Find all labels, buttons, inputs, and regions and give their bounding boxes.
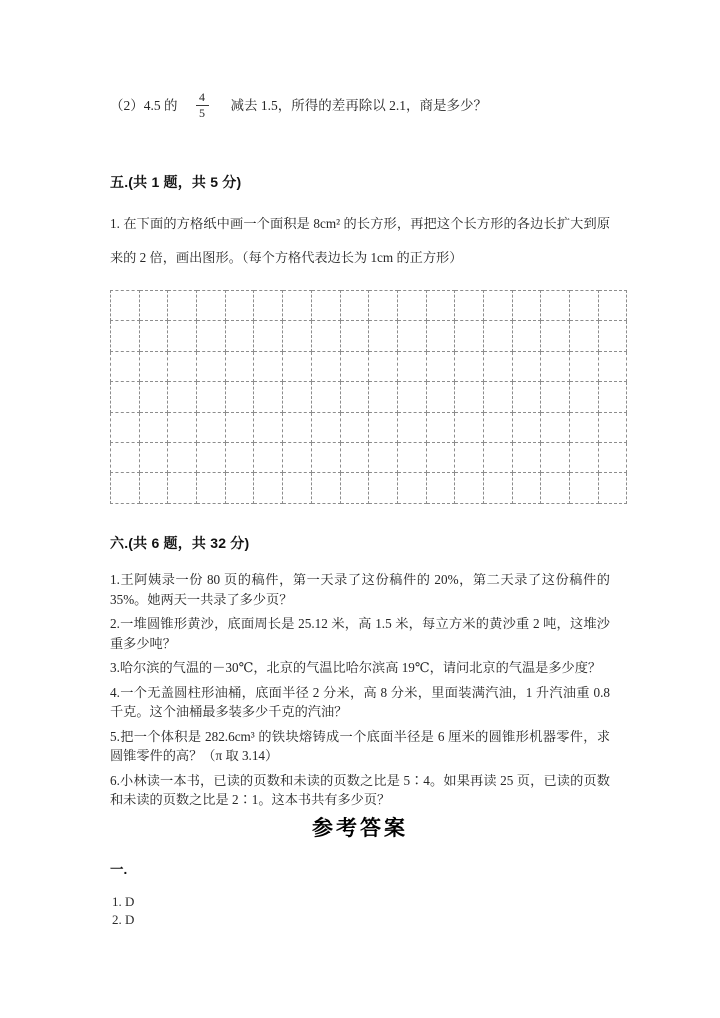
- graph-grid-cell[interactable]: [512, 291, 541, 321]
- graph-grid-cell[interactable]: [111, 412, 140, 442]
- section-six-question-list: [110, 570, 610, 815]
- graph-grid-cell[interactable]: [541, 412, 570, 442]
- graph-grid-cell[interactable]: [340, 473, 369, 503]
- question-text-before-unit: 在下面的方格纸中画一个面积是: [123, 216, 314, 231]
- graph-grid-cell[interactable]: [197, 382, 226, 412]
- graph-grid-cell[interactable]: [455, 291, 484, 321]
- graph-grid-cell[interactable]: [570, 291, 599, 321]
- question-text: 一堆圆锥形黄沙，底面周长是 25.12 米，高 1.5 米，每立方米的黄沙重 2 吨，这堆沙重多少吨？: [110, 616, 610, 651]
- graph-grid-cell[interactable]: [397, 382, 426, 412]
- graph-grid-cell[interactable]: [139, 321, 168, 351]
- graph-grid-cell[interactable]: [197, 442, 226, 472]
- question-number: 2.: [110, 616, 120, 631]
- graph-grid-cell[interactable]: [570, 382, 599, 412]
- graph-grid-cell[interactable]: [168, 473, 197, 503]
- graph-grid-cell[interactable]: [168, 382, 197, 412]
- graph-paper-grid-wrapper: [110, 290, 627, 504]
- graph-grid-cell[interactable]: [311, 321, 340, 351]
- graph-grid-cell[interactable]: [369, 442, 398, 472]
- graph-grid-cell[interactable]: [139, 291, 168, 321]
- graph-grid-cell[interactable]: [168, 442, 197, 472]
- graph-grid-cell[interactable]: [168, 351, 197, 381]
- graph-grid-cell[interactable]: [598, 412, 627, 442]
- graph-grid-cell[interactable]: [139, 351, 168, 381]
- graph-grid-cell[interactable]: [426, 412, 455, 442]
- graph-grid-row: [111, 351, 627, 381]
- fraction-numerator: 4: [199, 90, 205, 104]
- graph-grid-cell[interactable]: [111, 291, 140, 321]
- graph-grid-cell[interactable]: [168, 291, 197, 321]
- section-six-question: [110, 614, 610, 653]
- graph-grid-cell[interactable]: [541, 351, 570, 381]
- graph-grid-cell[interactable]: [397, 351, 426, 381]
- answer-key-item: [112, 893, 512, 911]
- graph-grid-cell[interactable]: [598, 351, 627, 381]
- graph-grid-cell[interactable]: [111, 321, 140, 351]
- fraction-denominator: 5: [199, 105, 205, 120]
- graph-grid-cell[interactable]: [254, 382, 283, 412]
- answer-item-value: D: [121, 912, 135, 927]
- graph-grid-body: [111, 291, 627, 504]
- graph-grid-cell[interactable]: [426, 382, 455, 412]
- volume-unit: 282.6cm³: [205, 728, 255, 744]
- graph-grid-cell[interactable]: [570, 412, 599, 442]
- question-number: 6.: [110, 772, 120, 788]
- answer-key-title: 参考答案: [312, 817, 408, 840]
- graph-grid-cell[interactable]: [598, 291, 627, 321]
- graph-grid-cell[interactable]: [483, 291, 512, 321]
- graph-grid-cell[interactable]: [397, 442, 426, 472]
- graph-grid-cell[interactable]: [369, 351, 398, 381]
- graph-grid-cell[interactable]: [598, 321, 627, 351]
- graph-grid-cell[interactable]: [483, 321, 512, 351]
- question-text: 一个无盖圆柱形油桶，底面半径 2 分米，高 8 分米，里面装满汽油，1 升汽油重 0.8 千克。这个油桶最多装多少千克的汽油？: [110, 684, 610, 719]
- section-six-question: [110, 727, 610, 766]
- answer-item-number: 2.: [112, 912, 122, 927]
- graph-grid-cell[interactable]: [139, 442, 168, 472]
- graph-grid-cell[interactable]: [426, 351, 455, 381]
- area-unit-8cm2: 8cm²: [313, 216, 341, 231]
- graph-grid-cell[interactable]: [541, 382, 570, 412]
- graph-grid-cell[interactable]: [570, 351, 599, 381]
- graph-grid-cell[interactable]: [311, 351, 340, 381]
- graph-grid-cell[interactable]: [340, 291, 369, 321]
- graph-grid-cell[interactable]: [512, 442, 541, 472]
- graph-grid-cell[interactable]: [311, 382, 340, 412]
- question-number: 4.: [110, 684, 120, 700]
- graph-grid-cell[interactable]: [369, 291, 398, 321]
- question-text-after-unit: 的铁块熔铸成一个底面半径是 6 厘米的圆锥形机器零件，求圆锥零件的高？（π 取 3.14）: [110, 728, 611, 763]
- graph-grid-cell[interactable]: [254, 412, 283, 442]
- graph-grid-cell[interactable]: [483, 473, 512, 503]
- graph-grid-cell[interactable]: [225, 382, 254, 412]
- graph-grid-cell[interactable]: [483, 382, 512, 412]
- graph-grid-cell[interactable]: [369, 321, 398, 351]
- question-number: 1.: [110, 216, 120, 231]
- section-six-question: [110, 771, 610, 810]
- graph-grid-cell[interactable]: [254, 321, 283, 351]
- graph-grid-row: [111, 442, 627, 472]
- question-number: 1.: [110, 572, 120, 587]
- graph-grid-cell[interactable]: [168, 412, 197, 442]
- graph-grid-cell[interactable]: [397, 412, 426, 442]
- graph-grid-cell[interactable]: [225, 442, 254, 472]
- graph-grid-cell[interactable]: [512, 321, 541, 351]
- graph-grid-cell[interactable]: [483, 351, 512, 381]
- graph-grid-cell[interactable]: [225, 351, 254, 381]
- graph-grid-cell[interactable]: [111, 382, 140, 412]
- graph-grid-cell[interactable]: [311, 291, 340, 321]
- section-five-question-1: [110, 207, 610, 275]
- graph-grid-cell[interactable]: [340, 321, 369, 351]
- graph-grid-row: [111, 321, 627, 351]
- graph-grid-cell[interactable]: [598, 382, 627, 412]
- graph-grid-cell[interactable]: [311, 442, 340, 472]
- graph-grid-row: [111, 412, 627, 442]
- graph-grid-cell[interactable]: [283, 382, 312, 412]
- section-six-question: [110, 570, 610, 609]
- graph-grid-cell[interactable]: [570, 321, 599, 351]
- graph-grid-cell[interactable]: [512, 351, 541, 381]
- question-text-before-unit: 把一个体积是: [119, 728, 206, 744]
- graph-grid-cell[interactable]: [340, 412, 369, 442]
- graph-grid-cell[interactable]: [512, 473, 541, 503]
- graph-grid-cell[interactable]: [111, 473, 140, 503]
- graph-grid-cell[interactable]: [512, 382, 541, 412]
- graph-grid-cell[interactable]: [426, 321, 455, 351]
- graph-grid-cell[interactable]: [139, 382, 168, 412]
- graph-grid-cell[interactable]: [111, 351, 140, 381]
- graph-grid-cell[interactable]: [197, 412, 226, 442]
- graph-grid-cell[interactable]: [254, 442, 283, 472]
- question-number: 5.: [110, 728, 120, 744]
- answer-item-value: D: [121, 894, 135, 909]
- question-number: 3.: [110, 660, 120, 675]
- graph-grid-cell[interactable]: [541, 473, 570, 503]
- graph-grid-cell[interactable]: [340, 351, 369, 381]
- graph-grid-cell[interactable]: [197, 321, 226, 351]
- graph-grid-cell[interactable]: [197, 351, 226, 381]
- graph-grid-cell[interactable]: [426, 473, 455, 503]
- graph-grid-cell[interactable]: [225, 291, 254, 321]
- section-six-question: [110, 658, 610, 678]
- graph-grid-cell[interactable]: [283, 291, 312, 321]
- graph-grid-cell[interactable]: [139, 473, 168, 503]
- graph-grid-cell[interactable]: [483, 412, 512, 442]
- graph-grid-cell[interactable]: [225, 412, 254, 442]
- graph-grid-cell[interactable]: [397, 321, 426, 351]
- graph-grid-cell[interactable]: [541, 291, 570, 321]
- question-text: 小林读一本书，已读的页数和未读的页数之比是 5∶4。如果再读 25 页，已读的页数和未读的页数之比是 2∶1。这本书共有多少页？: [110, 772, 610, 807]
- graph-grid-row: [111, 473, 627, 503]
- graph-grid-cell[interactable]: [455, 473, 484, 503]
- graph-grid-cell[interactable]: [311, 473, 340, 503]
- graph-grid-row: [111, 291, 627, 321]
- graph-grid-cell[interactable]: [455, 412, 484, 442]
- graph-grid-cell[interactable]: [340, 382, 369, 412]
- graph-grid-row: [111, 382, 627, 412]
- graph-grid-cell[interactable]: [254, 351, 283, 381]
- graph-grid-cell[interactable]: [598, 442, 627, 472]
- graph-grid-cell[interactable]: [254, 473, 283, 503]
- question-text-after-unit: 的长方形，再把这个长方形的各边长扩大到原来的 2 倍，画出图形。（每个方格代表边长为 1cm 的正方形）: [110, 216, 611, 265]
- section-heading-six: 六.(共 6 题，共 32 分): [110, 535, 250, 551]
- graph-grid-cell[interactable]: [369, 382, 398, 412]
- graph-grid-cell[interactable]: [455, 442, 484, 472]
- carryover-prefix: （2）4.5 的: [110, 98, 178, 114]
- fraction-four-fifths: [196, 91, 209, 119]
- graph-grid-cell[interactable]: [225, 321, 254, 351]
- graph-grid-cell[interactable]: [340, 442, 369, 472]
- carryover-problem-line: [110, 92, 610, 120]
- graph-grid-cell[interactable]: [254, 291, 283, 321]
- graph-grid-cell[interactable]: [111, 442, 140, 472]
- question-text: 哈尔滨的气温的－30℃，北京的气温比哈尔滨高 19℃，请问北京的气温是多少度？: [119, 660, 602, 675]
- carryover-suffix: 减去 1.5，所得的差再除以 2.1，商是多少？: [230, 98, 487, 114]
- graph-grid-cell[interactable]: [512, 412, 541, 442]
- graph-paper-grid[interactable]: [110, 290, 627, 504]
- graph-grid-cell[interactable]: [197, 291, 226, 321]
- question-text: 王阿姨录一份 80 页的稿件，第一天录了这份稿件的 20%，第二天录了这份稿件的 35%。她两天一共录了多少页？: [110, 572, 610, 607]
- graph-grid-cell[interactable]: [283, 412, 312, 442]
- graph-grid-cell[interactable]: [283, 442, 312, 472]
- graph-grid-cell[interactable]: [426, 442, 455, 472]
- answer-item-number: 1.: [112, 894, 122, 909]
- graph-grid-cell[interactable]: [168, 321, 197, 351]
- graph-grid-cell[interactable]: [455, 351, 484, 381]
- graph-grid-cell[interactable]: [397, 473, 426, 503]
- graph-grid-cell[interactable]: [369, 412, 398, 442]
- graph-grid-cell[interactable]: [369, 473, 398, 503]
- graph-grid-cell[interactable]: [426, 291, 455, 321]
- graph-grid-cell[interactable]: [598, 473, 627, 503]
- graph-grid-cell[interactable]: [311, 412, 340, 442]
- graph-grid-cell[interactable]: [455, 382, 484, 412]
- answer-key-group-label: 一.: [110, 862, 128, 877]
- graph-grid-cell[interactable]: [283, 351, 312, 381]
- section-six-question: [110, 683, 610, 722]
- graph-grid-cell[interactable]: [541, 442, 570, 472]
- section-heading-five: 五.(共 1 题，共 5 分): [110, 174, 242, 190]
- graph-grid-cell[interactable]: [570, 473, 599, 503]
- graph-grid-cell[interactable]: [541, 321, 570, 351]
- graph-grid-cell[interactable]: [397, 291, 426, 321]
- answer-key-list: [112, 893, 512, 929]
- graph-grid-cell[interactable]: [455, 321, 484, 351]
- graph-grid-cell[interactable]: [283, 321, 312, 351]
- graph-grid-cell[interactable]: [483, 442, 512, 472]
- graph-grid-cell[interactable]: [225, 473, 254, 503]
- graph-grid-cell[interactable]: [197, 473, 226, 503]
- graph-grid-cell[interactable]: [570, 442, 599, 472]
- answer-key-item: [112, 911, 512, 929]
- graph-grid-cell[interactable]: [283, 473, 312, 503]
- graph-grid-cell[interactable]: [139, 412, 168, 442]
